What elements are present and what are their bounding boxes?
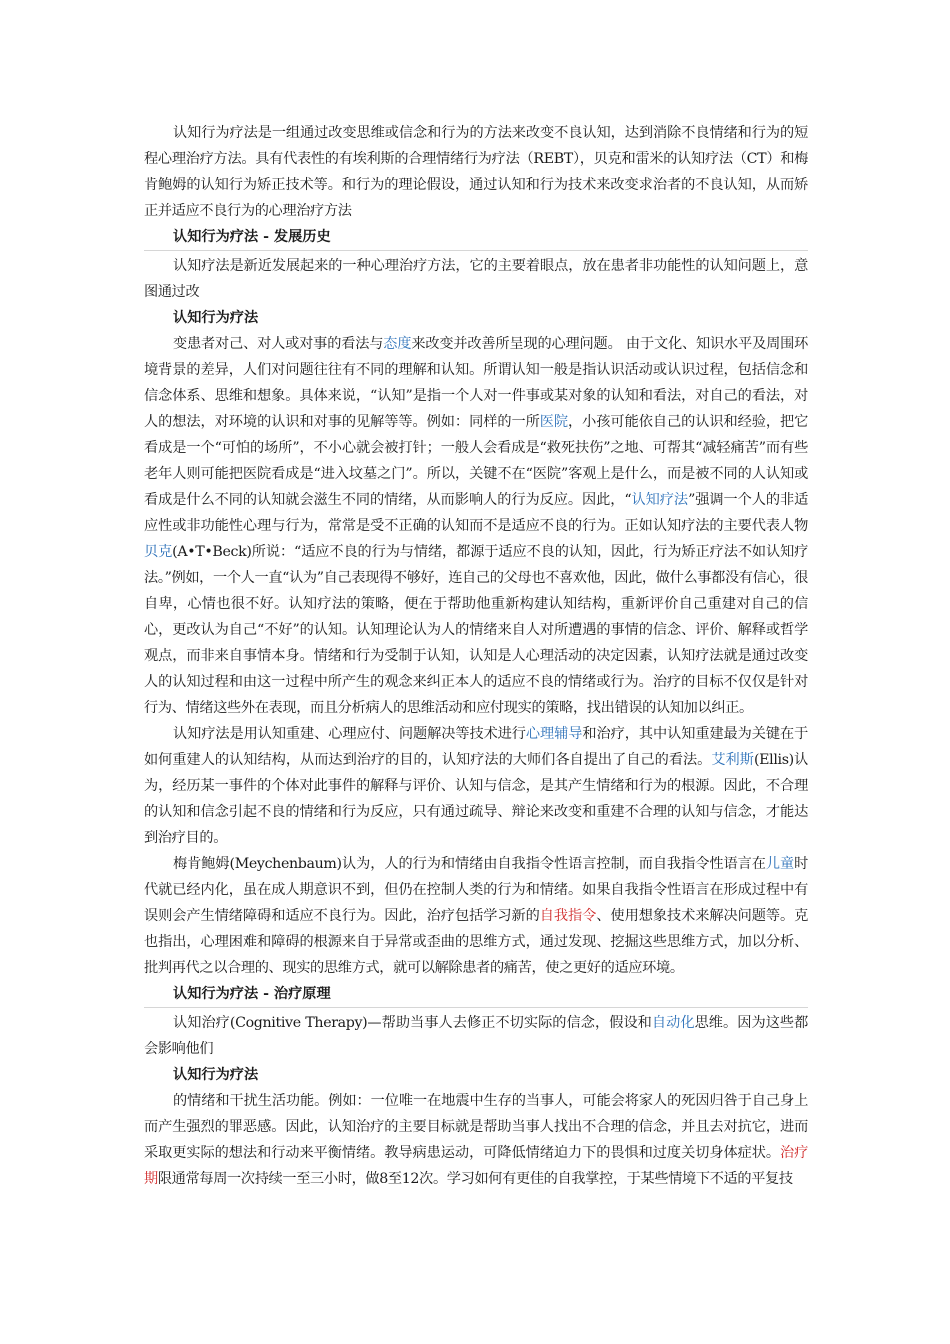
text-run: 限通常每周一次持续一至三小时，做8至12次。学习如何有更佳的自我掌控，于某些情境下不适的平复技	[157, 1171, 793, 1187]
history-paragraph: 认知疗法是新近发展起来的一种心理治疗方法，它的主要着眼点，放在患者非功能性的认知问题上，意图通过改	[144, 258, 808, 300]
subheading-cbt: 认知行为疗法	[173, 310, 259, 326]
principles-paragraph	[144, 1010, 808, 1062]
section-heading-history: 认知行为疗法 - 发展历史	[144, 224, 808, 251]
reconstruction-paragraph	[144, 721, 808, 851]
link-ellis[interactable]: 艾利斯	[711, 752, 754, 768]
text-run: 时代就已经内化，虽在成人期意识不到，但仍在控制人类的行为和情绪。如果自我指令性语言在形成过程中有误则会产生情绪障碍和适应不良行为。因此，治疗包括学习新的	[144, 856, 808, 924]
text-run: ，小孩可能依自己的认识和经验，把它看成是一个“可怕的场所”，不小心就会被打针；一般人会看成是“救死扶伤”之地、可帮其“减轻痛苦”而有些老年人则可能把医院看成是“进入坟墓之门”。所以，关键不在“医院”客观上是什么，而是被不同的人认知或看成是什么不同的认知就会滋生不同的情绪，从而影响人的行为反应。因此，“	[144, 414, 809, 508]
link-children[interactable]: 儿童	[765, 856, 795, 872]
text-run: 来改变并改善所呈现的心理问题。 由于文化、知识水平及周围环境背景的差异，人们对问题往往有不同的理解和认知。所谓认知一般是指认识活动或认识过程，包括信念和信念体系、思维和想象。具体来说，“认知”是指一个人对一件事或某对象的认知和看法，对自己的看法，对人的想法，对环境的认识和对事的见解等等。例如：同样的一所	[144, 336, 808, 430]
text-run: 变患者对己、对人或对事的看法与	[173, 336, 384, 352]
cognition-paragraph	[144, 331, 808, 721]
text-run: 的情绪和干扰生活功能。例如：一位唯一在地震中生存的当事人，可能会将家人的死因归咎于自己身上而产生强烈的罪恶感。因此，认知治疗的主要目标就是帮助当事人找出不合理的信念，并且去对抗它，进而采取更实际的想法和行动来平衡情绪。教导病患运动，可降低情绪迫力下的畏惧和过度关切身体症状。	[144, 1093, 808, 1161]
article-body	[144, 120, 808, 1192]
text-run: (Ellis)认为，经历某一事件的个体对此事件的解释与评价、认知与信念，是其产生情绪和行为的根源。因此，不合理的认知和信念引起不良的情绪和行为反应，只有通过疏导、辩论来改变和重建不合理的认知与信念，才能达到治疗目的。	[144, 752, 808, 846]
meichenbaum-paragraph	[144, 851, 808, 981]
link-cognitive-therapy[interactable]: 认知疗法	[631, 492, 689, 508]
text-run: 认知治疗(Cognitive Therapy)—帮助当事人去修正不切实际的信念，假设和	[173, 1015, 652, 1031]
link-beck[interactable]: 贝克	[144, 544, 173, 560]
link-treatment-period[interactable]: 治疗期	[144, 1145, 808, 1187]
text-run: 思维。因为这些都会影响他们	[144, 1015, 809, 1057]
text-run: 认知疗法是用认知重建、心理应付、问题解决等技术进行	[173, 726, 526, 742]
text-run: 和治疗，其中认知重建最为关键在于如何重建人的认知结构，从而达到治疗的目的，认知疗法的大师们各自提出了自己的看法。	[144, 726, 808, 768]
link-self-instruction[interactable]: 自我指令	[539, 908, 597, 924]
text-run: (A•T•Beck)所说：“适应不良的行为与情绪，都源于适应不良的认知，因此，行为矫正疗法不如认知疗法。”例如，一个人一直“认为”自己表现得不够好，连自己的父母也不喜欢他，因此，做什么事都没有信心，很自卑，心情也很不好。认知疗法的策略，便在于帮助他重新构建认知结构，重新评价自己重建对自己的信心，更改认为自己“不好”的认知。认知理论认为人的情绪来自人对所遭遇的事情的信念、评价、解释或哲学观点，而非来自事情本身。情绪和行为受制于认知，认知是人心理活动的决定因素，认知疗法就是通过改变人的认知过程和由这一过程中所产生的观念来纠正本人的适应不良的情绪或行为。治疗的目标不仅仅是针对行为、情绪这些外在表现，而且分析病人的思维活动和应付现实的策略，找出错误的认知加以纠正。	[144, 544, 808, 716]
text-run: ”强调一个人的非适应性或非功能性心理与行为，常常是受不正确的认知而不是适应不良的行为。正如认知疗法的主要代表人物	[144, 492, 808, 534]
link-automatic[interactable]: 自动化	[651, 1015, 695, 1031]
link-attitude[interactable]: 态度	[383, 336, 412, 352]
text-run: 梅肯鲍姆(Meychenbaum)认为，人的行为和情绪由自我指令性语言控制，而自我指令性语言在	[173, 856, 766, 872]
section-heading-principles: 认知行为疗法 - 治疗原理	[144, 981, 808, 1008]
intro-paragraph: 认知行为疗法是一组通过改变思维或信念和行为的方法来改变不良认知，达到消除不良情绪和行为的短程心理治疗方法。具有代表性的有埃利斯的合理情绪行为疗法（REBT），贝克和雷米的认知疗法（CT）和梅肯鲍姆的认知行为矫正技术等。和行为的理论假设，通过认知和行为技术来改变求治者的不良认知，从而矫正并适应不良行为的心理治疗方法	[144, 125, 808, 219]
link-hospital[interactable]: 医院	[539, 414, 569, 430]
subheading-cbt-2: 认知行为疗法	[173, 1067, 259, 1083]
treatment-paragraph	[144, 1088, 808, 1192]
link-counseling[interactable]: 心理辅导	[525, 726, 583, 742]
text-run: 、使用想象技术来解决问题等。克也指出，心理困难和障碍的根源来自于异常或歪曲的思维方式，通过发现、挖掘这些思维方式，加以分析、批判再代之以合理的、现实的思维方式，就可以解除患者的痛苦，使之更好的适应环境。	[144, 908, 809, 976]
